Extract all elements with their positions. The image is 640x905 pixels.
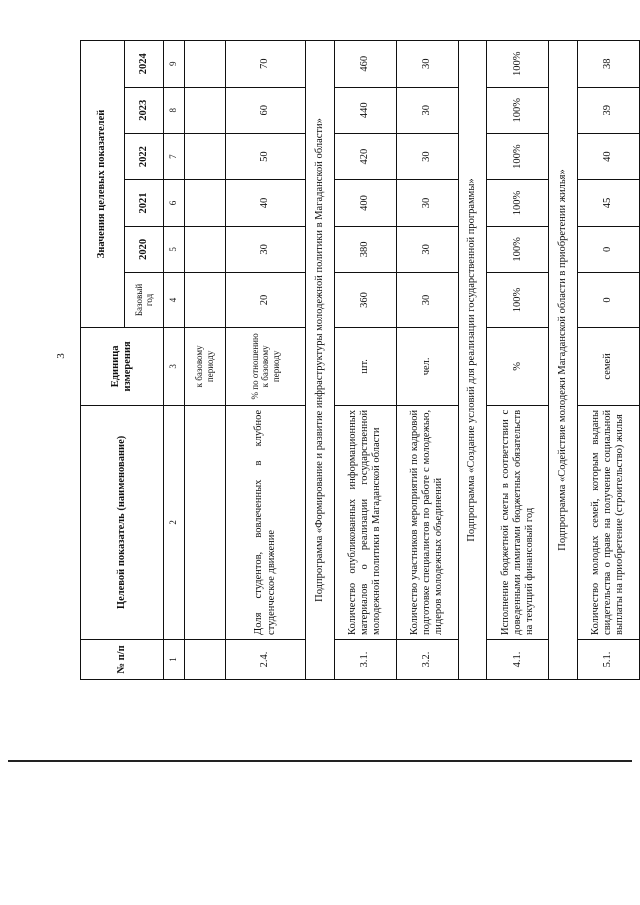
table-row [577, 41, 639, 680]
row-base: 0 [577, 273, 639, 328]
row-value: 30 [396, 180, 458, 226]
row-value: 60 [225, 87, 305, 133]
unit-cell: к базовому периоду [184, 327, 225, 405]
subprogram-heading: Подпрограмма «Содействие молодежи Магаданской области в приобретении жилья» [549, 41, 577, 680]
row-name: Количество молодых семей, которым выданы свидетельства о праве на получение социальной выплаты на приобретение (строительство) жилья [577, 405, 639, 639]
row-value: 40 [577, 133, 639, 179]
row-base: 100% [487, 273, 549, 328]
col-number: 1 [163, 639, 184, 679]
row-value: 460 [334, 41, 396, 88]
col-number: 3 [163, 327, 184, 405]
row-value: 100% [487, 180, 549, 226]
row-name: Количество опубликованных информационных материалов о реализации государственной молодежной политики в Магаданской области [334, 405, 396, 639]
header-base-year: Базовый год [124, 273, 163, 328]
row-name: Доля студентов, вовлеченных в клубное студенческое движение [225, 405, 305, 639]
header-year: 2022 [124, 133, 163, 179]
subprogram-heading: Подпрограмма «Формирование и развитие инфраструктуры молодежной политики в Магаданской области» [306, 41, 334, 680]
row-value: 30 [396, 133, 458, 179]
row-unit: % по отношению к базовому периоду [225, 327, 305, 405]
row-value: 440 [334, 87, 396, 133]
row-value: 50 [225, 133, 305, 179]
row-value: 30 [396, 41, 458, 88]
row-num: 2.4. [225, 639, 305, 679]
col-number: 4 [163, 273, 184, 328]
row-value: 38 [577, 41, 639, 88]
page-number: 3 [54, 353, 67, 359]
col-number: 7 [163, 133, 184, 179]
header-unit: Единица измерения [81, 327, 164, 405]
row-unit: шт. [334, 327, 396, 405]
col-number: 9 [163, 41, 184, 88]
header-indicator: Целевой показатель (наименование) [81, 405, 164, 639]
row-value: 100% [487, 87, 549, 133]
row-value: 40 [225, 180, 305, 226]
row-value: 400 [334, 180, 396, 226]
row-value: 39 [577, 87, 639, 133]
row-value: 30 [396, 87, 458, 133]
row-value: 100% [487, 226, 549, 272]
row-value: 380 [334, 226, 396, 272]
header-year: 2023 [124, 87, 163, 133]
header-year: 2024 [124, 41, 163, 88]
col-number: 5 [163, 226, 184, 272]
row-value: 100% [487, 41, 549, 88]
col-number: 8 [163, 87, 184, 133]
target-indicators-table [80, 40, 640, 680]
row-value: 70 [225, 41, 305, 88]
row-num: 5.1. [577, 639, 639, 679]
col-number: 2 [163, 405, 184, 639]
row-base: 360 [334, 273, 396, 328]
header-num: № п/п [81, 639, 164, 679]
page-divider [8, 760, 632, 762]
subprogram-heading: Подпрограмма «Создание условий для реализации государственной программы» [458, 41, 486, 680]
row-base: 20 [225, 273, 305, 328]
row-value: 0 [577, 226, 639, 272]
table-row [487, 41, 549, 680]
row-base: 30 [396, 273, 458, 328]
row-num: 3.1. [334, 639, 396, 679]
table-row [184, 41, 225, 680]
header-values-group: Значения целевых показателей [81, 41, 125, 328]
row-name: Исполнение бюджетной сметы в соответствии с доведенными лимитами бюджетных обязательств на текущий финансовый год [487, 405, 549, 639]
table-row [225, 41, 305, 680]
row-value: 100% [487, 133, 549, 179]
row-name: Количество участников мероприятий по кадровой подготовке специалистов по работе с молодежью, лидеров молодежных объединений [396, 405, 458, 639]
row-value: 30 [225, 226, 305, 272]
rotated-table-container [80, 40, 640, 680]
header-year: 2021 [124, 180, 163, 226]
row-value: 30 [396, 226, 458, 272]
table-row [396, 41, 458, 680]
row-unit: семей [577, 327, 639, 405]
header-year: 2020 [124, 226, 163, 272]
row-num: 3.2. [396, 639, 458, 679]
row-num: 4.1. [487, 639, 549, 679]
row-value: 45 [577, 180, 639, 226]
col-number: 6 [163, 180, 184, 226]
row-unit: % [487, 327, 549, 405]
row-value: 420 [334, 133, 396, 179]
row-unit: чел. [396, 327, 458, 405]
table-row [334, 41, 396, 680]
